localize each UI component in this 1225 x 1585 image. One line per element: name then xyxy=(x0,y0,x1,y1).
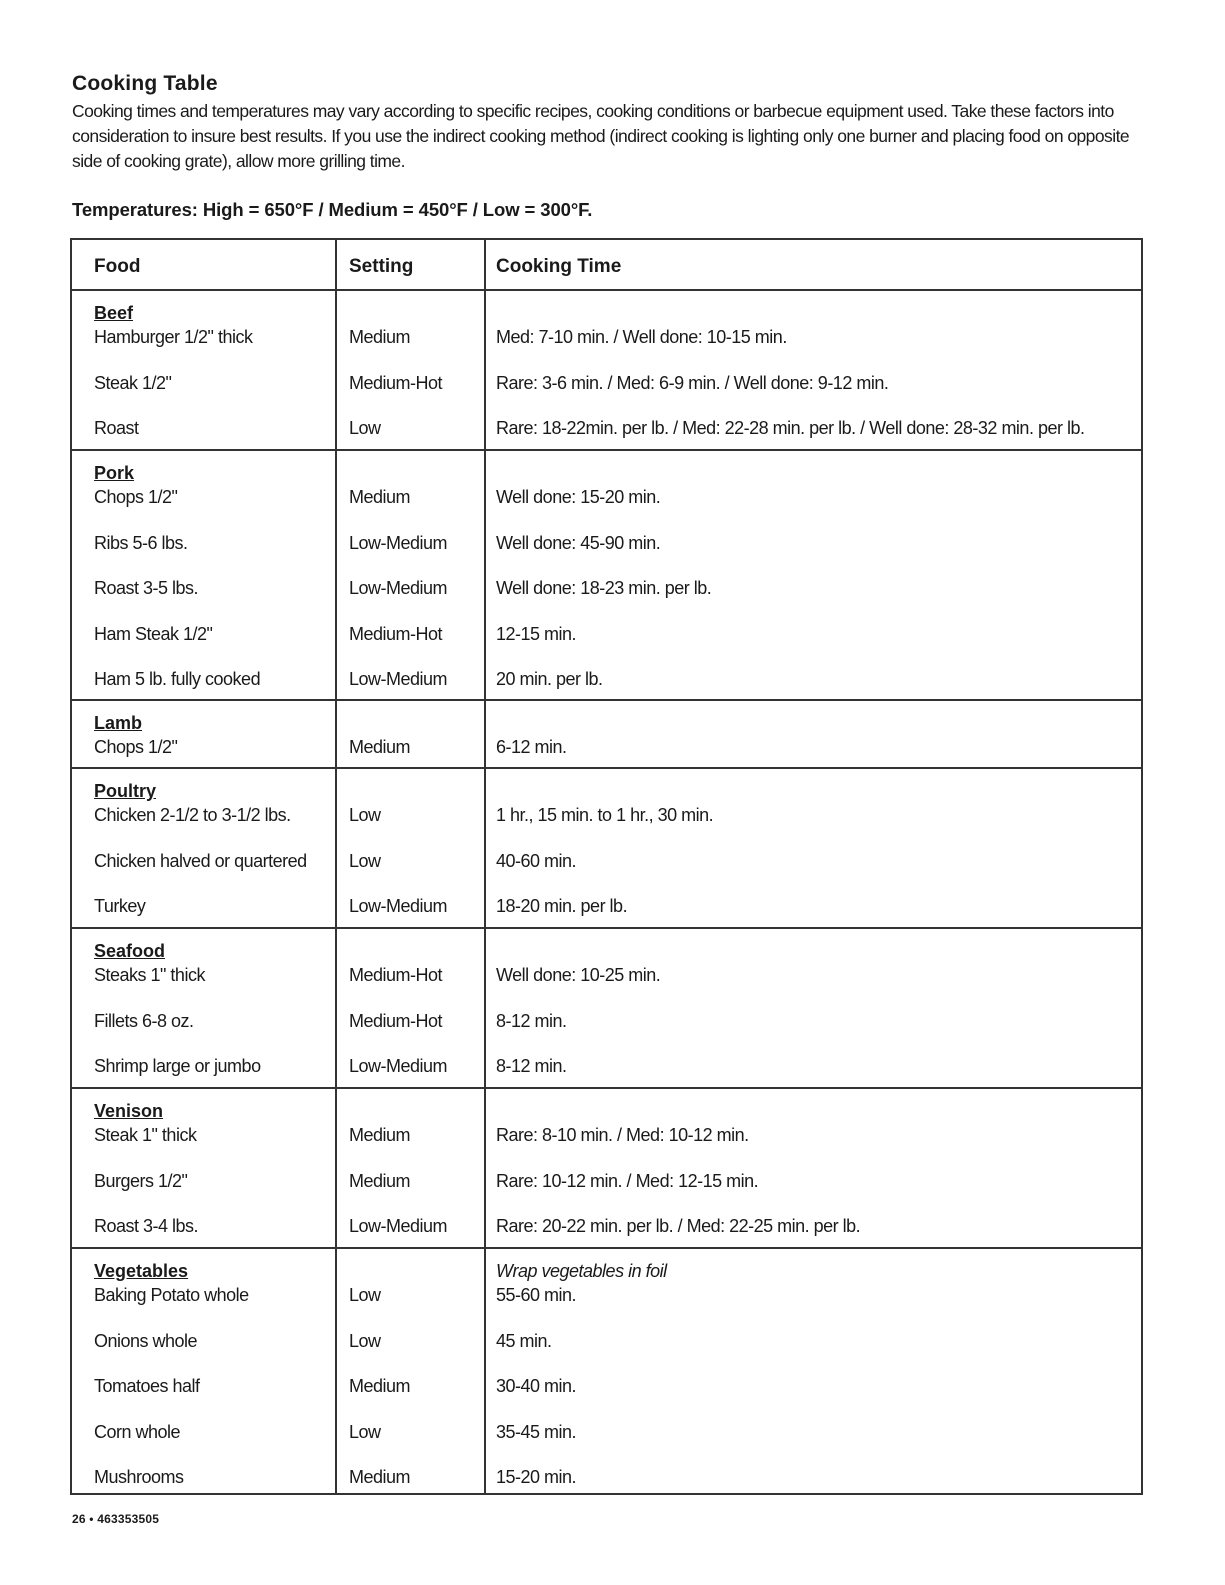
food-cell: Chicken halved or quartered xyxy=(94,850,307,871)
cooking-time-cell: Rare: 18-22min. per lb. / Med: 22-28 min. per lb. / Well done: 28-32 min. per lb. xyxy=(496,418,1085,438)
cooking-time-cell: 12-15 min. xyxy=(496,623,577,644)
page-title: Cooking Table xyxy=(72,72,218,95)
food-cell: Hamburger 1/2" thick xyxy=(94,327,253,347)
category-poultry: Poultry xyxy=(94,781,157,801)
temperatures-line: Temperatures: High = 650°F / Medium = 450°F / Low = 300°F. xyxy=(72,199,593,220)
cooking-time-cell: Rare: 3-6 min. / Med: 6-9 min. / Well done: 9-12 min. xyxy=(496,372,889,393)
cooking-time-cell: Rare: 8-10 min. / Med: 10-12 min. xyxy=(496,1125,749,1145)
setting-cell: Low-Medium xyxy=(349,896,448,916)
group-divider xyxy=(72,1247,1141,1249)
header-setting: Setting xyxy=(349,256,414,277)
setting-cell: Low xyxy=(349,1285,381,1305)
setting-cell: Low xyxy=(349,805,381,825)
cooking-time-cell: 20 min. per lb. xyxy=(496,669,603,689)
cooking-time-cell: Well done: 45-90 min. xyxy=(496,532,661,553)
setting-cell: Medium-Hot xyxy=(349,372,443,393)
setting-cell: Low-Medium xyxy=(349,578,448,598)
setting-cell: Medium-Hot xyxy=(349,623,443,644)
setting-cell: Low-Medium xyxy=(349,1216,448,1236)
setting-cell: Medium-Hot xyxy=(349,1010,443,1031)
cooking-time-cell: Med: 7-10 min. / Well done: 10-15 min. xyxy=(496,327,787,347)
group-divider xyxy=(72,699,1141,701)
food-cell: Roast xyxy=(94,418,139,438)
food-cell: Turkey xyxy=(94,896,146,916)
group-divider xyxy=(72,927,1141,929)
group-divider xyxy=(72,1087,1141,1089)
cooking-time-cell: Well done: 15-20 min. xyxy=(496,487,661,507)
setting-cell: Medium-Hot xyxy=(349,965,443,985)
food-cell: Ribs 5-6 lbs. xyxy=(94,532,188,553)
cooking-time-cell: 18-20 min. per lb. xyxy=(496,896,628,916)
setting-cell: Low-Medium xyxy=(349,532,448,553)
food-cell: Tomatoes half xyxy=(94,1376,200,1396)
setting-cell: Medium xyxy=(349,1376,411,1396)
category-venison: Venison xyxy=(94,1101,164,1121)
food-cell: Baking Potato whole xyxy=(94,1285,249,1305)
cooking-time-cell: 1 hr., 15 min. to 1 hr., 30 min. xyxy=(496,805,714,825)
cooking-time-cell: 30-40 min. xyxy=(496,1376,577,1396)
setting-cell: Low-Medium xyxy=(349,1056,448,1076)
food-cell: Steak 1" thick xyxy=(94,1125,197,1145)
food-cell: Shrimp large or jumbo xyxy=(94,1056,261,1076)
cooking-time-cell: Well done: 10-25 min. xyxy=(496,965,661,985)
cooking-time-cell: 8-12 min. xyxy=(496,1010,567,1031)
setting-cell: Medium xyxy=(349,737,411,757)
food-cell: Roast 3-5 lbs. xyxy=(94,578,199,598)
food-cell: Chops 1/2" xyxy=(94,737,178,757)
setting-cell: Medium xyxy=(349,1170,411,1191)
food-cell: Chicken 2-1/2 to 3-1/2 lbs. xyxy=(94,805,291,825)
setting-cell: Low xyxy=(349,418,381,438)
food-cell: Ham 5 lb. fully cooked xyxy=(94,669,261,689)
setting-cell: Low-Medium xyxy=(349,669,448,689)
cooking-time-cell: 35-45 min. xyxy=(496,1421,577,1442)
group-divider xyxy=(72,767,1141,769)
cooking-time-cell: 8-12 min. xyxy=(496,1056,567,1076)
cooking-time-cell: Rare: 10-12 min. / Med: 12-15 min. xyxy=(496,1170,759,1191)
food-cell: Roast 3-4 lbs. xyxy=(94,1216,199,1236)
header-divider xyxy=(72,289,1141,291)
cooking-time-cell: 45 min. xyxy=(496,1330,552,1351)
header-cooking-time: Cooking Time xyxy=(496,256,622,277)
food-cell: Steaks 1" thick xyxy=(94,965,205,985)
setting-cell: Low xyxy=(349,850,381,871)
food-cell: Ham Steak 1/2" xyxy=(94,623,213,644)
setting-cell: Medium xyxy=(349,1467,411,1487)
header-food: Food xyxy=(94,256,141,277)
food-cell: Burgers 1/2" xyxy=(94,1170,188,1191)
cooking-time-cell: 40-60 min. xyxy=(496,850,577,871)
category-seafood: Seafood xyxy=(94,941,166,961)
food-cell: Onions whole xyxy=(94,1330,198,1351)
cooking-time-cell: 6-12 min. xyxy=(496,737,567,757)
food-cell: Chops 1/2" xyxy=(94,487,178,507)
category-beef: Beef xyxy=(94,303,134,323)
cooking-time-cell: 55-60 min. xyxy=(496,1285,577,1305)
cooking-table xyxy=(70,238,1143,1495)
category-lamb: Lamb xyxy=(94,713,143,733)
setting-cell: Medium xyxy=(349,1125,411,1145)
intro-paragraph: Cooking times and temperatures may vary according to specific recipes, cooking conditions or barbecue equipment used. Take these factors into consideration to insure best results. If you use the indirect cooking method (indirect cooking is lighting only one burner and placing food on opposite side of cooking grate), allow more grilling time. xyxy=(72,101,1130,171)
food-cell: Fillets 6-8 oz. xyxy=(94,1010,194,1031)
setting-cell: Medium xyxy=(349,327,411,347)
food-cell: Steak 1/2" xyxy=(94,372,172,393)
food-cell: Mushrooms xyxy=(94,1467,184,1487)
column-divider xyxy=(484,240,486,1493)
page-footer: 26 • 463353505 xyxy=(72,1512,160,1526)
setting-cell: Low xyxy=(349,1421,381,1442)
column-divider xyxy=(335,240,337,1493)
cooking-time-cell: Rare: 20-22 min. per lb. / Med: 22-25 min. per lb. xyxy=(496,1216,861,1236)
category-vegetables: Vegetables xyxy=(94,1261,189,1281)
food-cell: Corn whole xyxy=(94,1421,181,1442)
cooking-time-cell: 15-20 min. xyxy=(496,1467,577,1487)
category-pork: Pork xyxy=(94,463,135,483)
category-note: Wrap vegetables in foil xyxy=(496,1261,667,1281)
setting-cell: Medium xyxy=(349,487,411,507)
group-divider xyxy=(72,449,1141,451)
setting-cell: Low xyxy=(349,1330,381,1351)
cooking-time-cell: Well done: 18-23 min. per lb. xyxy=(496,578,712,598)
